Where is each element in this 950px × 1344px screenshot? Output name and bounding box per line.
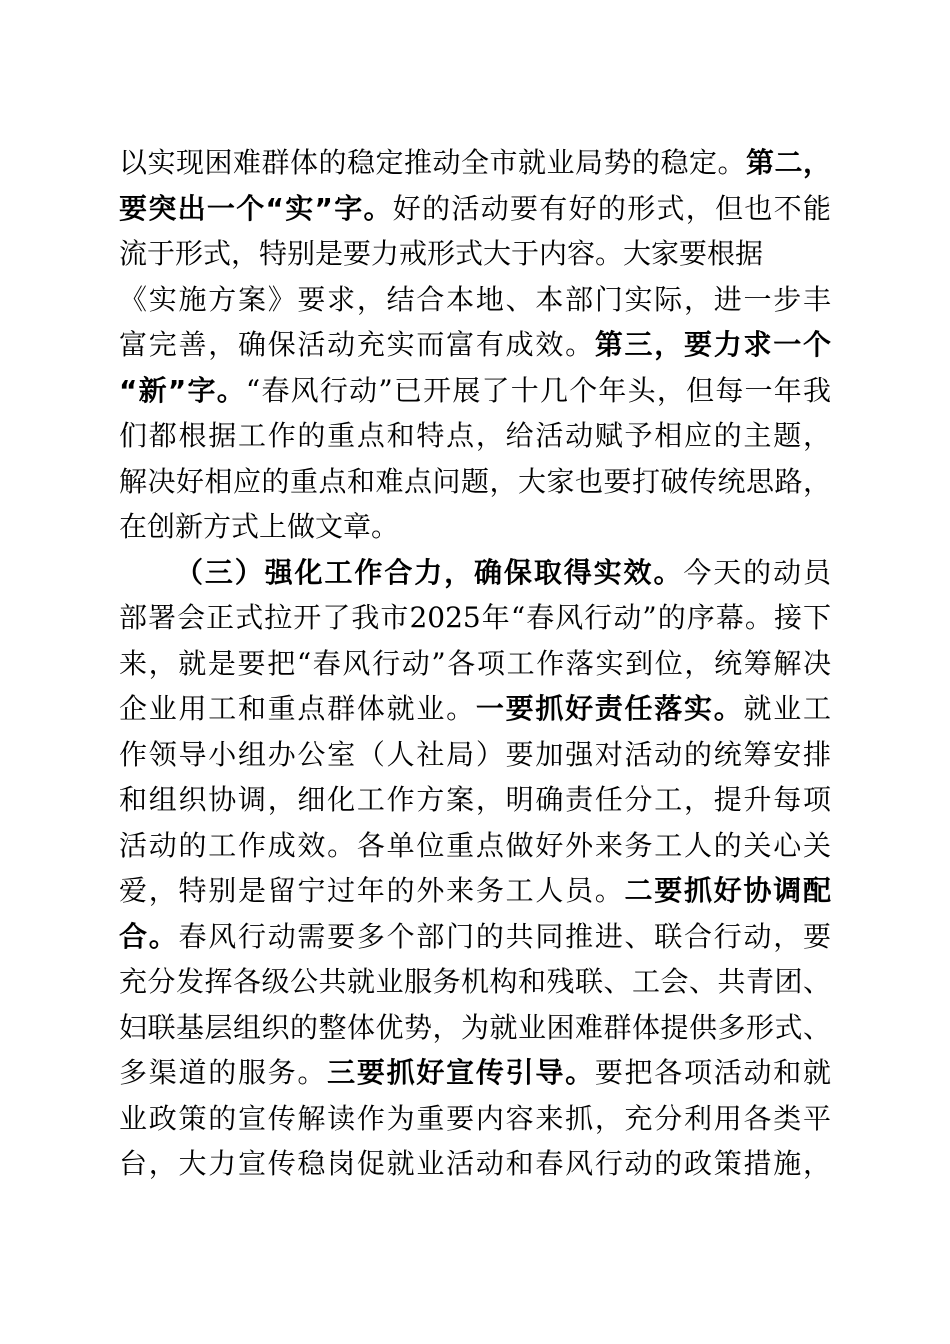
text-run: 爱，特别是留宁过年的外来务工人员。 (119, 874, 625, 907)
text-run: 春风行动需要多个部门的共同推进、联合行动，要 (178, 919, 831, 953)
text-run: 就业工 (743, 692, 831, 725)
text-line (119, 959, 831, 1005)
text-line (119, 459, 831, 505)
text-line (119, 504, 831, 550)
text-run: 们都根据工作的重点和特点，给活动赋予相应的主题， (119, 419, 831, 452)
text-line (119, 322, 831, 368)
bold-run: 第三，要力求一个 (594, 328, 831, 361)
text-line (119, 595, 831, 641)
text-run: 流于形式，特别是要力戒形式大于内容。大家要根据 (119, 237, 764, 270)
text-line (119, 914, 831, 960)
text-line (119, 732, 831, 778)
text-line (119, 1096, 831, 1142)
bold-run: “新”字。 (119, 373, 246, 407)
text-line (119, 1050, 831, 1096)
text-line (119, 413, 831, 459)
text-line (119, 186, 831, 232)
text-line (119, 1141, 831, 1187)
text-run: 多渠道的服务。 (119, 1056, 328, 1089)
bold-run: 二要抓好协调配 (624, 874, 831, 907)
bold-run: 第二， (745, 146, 831, 179)
text-run: 妇联基层组织的整体优势，为就业困难群体提供多形式、 (119, 1010, 831, 1044)
text-run: “春风行动”已开展了十几个年头，但每一年我 (245, 373, 831, 407)
text-run: 在创新方式上做文章。 (119, 510, 400, 543)
section-heading: （三）强化工作合力，确保取得实效。 (175, 555, 684, 589)
bold-run: 合。 (119, 919, 179, 953)
text-run: 作领导小组办公室（人社局）要加强对活动的统筹安排 (119, 737, 831, 771)
text-line (119, 868, 831, 914)
text-run: 充分发挥各级公共就业服务机构和残联、工会、共青团、 (119, 965, 831, 998)
text-run: 部署会正式拉开了我市2025年“春风行动”的序幕。接下 (119, 601, 831, 634)
text-run: 《实施方案》要求，结合本地、本部门实际，进一步丰 (119, 282, 831, 316)
text-line (119, 823, 831, 869)
text-line (119, 140, 831, 186)
text-run: 企业用工和重点群体就业。 (119, 692, 476, 725)
text-line (119, 686, 831, 732)
text-run: 活动的工作成效。各单位重点做好外来务工人的关心关 (119, 828, 831, 862)
text-line (119, 368, 831, 414)
bold-run: 三要抓好宣传引导。 (327, 1056, 595, 1089)
text-run: 来，就是要把“春风行动”各项工作落实到位，统筹解决 (119, 646, 831, 680)
text-line (119, 231, 831, 277)
body-text (119, 140, 831, 1187)
paragraph-first-line (119, 550, 831, 596)
bold-run: 要突出一个“实”字。 (119, 191, 393, 225)
bold-run: 一要抓好责任落实。 (475, 692, 744, 725)
text-run: 解决好相应的重点和难点问题，大家也要打破传统思路， (119, 464, 831, 498)
text-run: 台，大力宣传稳岗促就业活动和春风行动的政策措施， (119, 1147, 831, 1180)
text-run: 以实现困难群体的稳定推动全市就业局势的稳定。 (119, 146, 746, 179)
text-run: 业政策的宣传解读作为重要内容来抓，充分利用各类平 (119, 1101, 831, 1135)
text-run: 好的活动要有好的形式，但也不能 (392, 191, 831, 225)
text-run: 和组织协调，细化工作方案，明确责任分工，提升每项 (119, 783, 831, 816)
text-run: 富完善，确保活动充实而富有成效。 (119, 328, 595, 361)
text-line (119, 641, 831, 687)
text-run: 要把各项活动和就 (594, 1056, 831, 1089)
text-line (119, 777, 831, 823)
text-run: 今天的动员 (683, 555, 831, 589)
text-line (119, 277, 831, 323)
text-line (119, 1005, 831, 1051)
